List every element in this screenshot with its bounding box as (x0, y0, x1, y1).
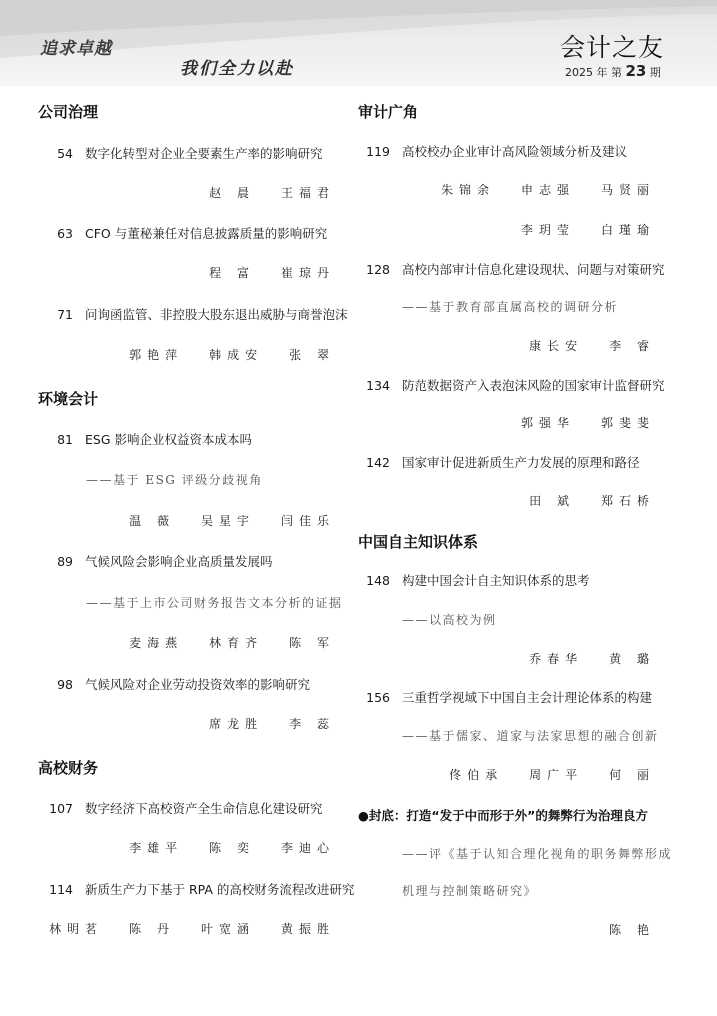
article-title: 三重哲学视域下中国自主会计理论体系的构建 (402, 690, 653, 705)
page-number: 119 (366, 144, 390, 159)
author: 朱锦余 (440, 183, 495, 197)
section-heading-chinese-knowledge-system: 中国自主知识体系 (358, 533, 479, 551)
slogan-2: 我们全力以赴 (180, 59, 294, 79)
article-title: 数字经济下高校资产全生命信息化建设研究 (85, 801, 323, 816)
article-authors (103, 346, 335, 363)
toc-entry[interactable] (38, 880, 354, 898)
author: 李玥莹 (520, 223, 575, 237)
page-number: 54 (57, 146, 73, 161)
article-authors (503, 337, 655, 354)
article-title: 气候风险对企业劳动投资效率的影响研究 (85, 677, 311, 692)
page-number: 81 (57, 432, 73, 447)
article-title: 国家审计促进新质生产力发展的原理和路径 (402, 455, 640, 470)
article-title: 问询函监管、非控股大股东退出威胁与商誉泡沫 (85, 307, 348, 322)
article-authors (103, 512, 335, 529)
page-number: 134 (366, 378, 390, 393)
toc-entry[interactable] (38, 305, 348, 323)
author: 佟伯承 (449, 768, 504, 782)
article-title: 防范数据资产入表泡沫风险的国家审计监督研究 (402, 378, 665, 393)
author: 康长安 (529, 339, 584, 353)
author: 叶宽涵 (200, 922, 255, 936)
toc-entry[interactable] (355, 376, 665, 394)
author: 郭艳萍 (129, 348, 184, 362)
article-subtitle: ——基于儒家、道家与法家思想的融合创新 (402, 729, 659, 743)
page-number: 142 (366, 455, 390, 470)
article-authors (583, 921, 655, 938)
author: 李雄平 (129, 841, 184, 855)
section-heading-corporate-governance: 公司治理 (38, 103, 99, 121)
toc-entry[interactable] (355, 142, 627, 160)
author: 张 翠 (289, 348, 335, 362)
page-number: 156 (366, 690, 390, 705)
author: 黄振胜 (280, 922, 335, 936)
author: 郑石桥 (600, 494, 655, 508)
author: 闫佳乐 (280, 514, 335, 528)
section-heading-audit: 审计广角 (358, 103, 419, 121)
article-title: 新质生产力下基于 RPA 的高校财务流程改进研究 (85, 882, 355, 897)
article-title: 数字化转型对企业全要素生产率的影响研究 (85, 146, 323, 161)
author: 白瑾瑜 (600, 223, 655, 237)
toc-entry[interactable] (38, 675, 310, 693)
article-subtitle: ——基于上市公司财务报告文本分析的证据 (86, 596, 343, 610)
author: 席龙胜 (209, 717, 264, 731)
issue-info (565, 62, 661, 80)
author: 申志强 (520, 183, 575, 197)
article-title: ESG 影响企业权益资本成本吗 (85, 432, 252, 447)
article-authors (503, 650, 655, 667)
article-authors (503, 492, 655, 509)
article-authors (183, 715, 335, 732)
magazine-title: 会计之友 (560, 33, 665, 62)
page-number: 63 (57, 226, 73, 241)
article-authors (183, 184, 335, 201)
author: 崔琼丹 (280, 266, 335, 280)
article-subtitle: ——基于 ESG 评级分歧视角 (86, 473, 263, 487)
issue-suffix: 期 (649, 66, 661, 79)
author: 陈 丹 (129, 922, 175, 936)
toc-entry[interactable] (38, 224, 327, 242)
article-authors (423, 766, 655, 783)
author: 李 睿 (609, 339, 655, 353)
author: 何 丽 (609, 768, 655, 782)
article-authors (103, 634, 335, 651)
author: 程 富 (209, 266, 255, 280)
toc-entry[interactable] (355, 571, 590, 589)
toc-entry[interactable] (355, 453, 640, 471)
toc-entry[interactable] (355, 688, 652, 706)
author: 王福君 (280, 186, 335, 200)
article-authors (103, 839, 335, 856)
back-cover-article[interactable]: ●封底：打造“发于中而形于外”的舞弊行为治理良方 (358, 808, 648, 823)
issue-number: 23 (625, 62, 647, 80)
slogan-1: 追求卓越 (40, 39, 112, 59)
back-cover-subtitle-line-1: ——评《基于认知合理化视角的职务舞弊形成 (402, 847, 673, 861)
author: 李迪心 (280, 841, 335, 855)
article-subtitle: ——以高校为例 (402, 613, 497, 627)
author: 郭强华 (520, 416, 575, 430)
author: 黄 璐 (609, 652, 655, 666)
page-number: 148 (366, 573, 390, 588)
toc-entry[interactable] (355, 260, 665, 278)
page-number: 98 (57, 677, 73, 692)
author: 周广平 (529, 768, 584, 782)
author: 陈 奕 (209, 841, 255, 855)
article-authors (495, 221, 655, 238)
author: 李 蕊 (289, 717, 335, 731)
author: 温 薇 (129, 514, 175, 528)
article-title: 构建中国会计自主知识体系的思考 (402, 573, 590, 588)
author: 赵 晨 (209, 186, 255, 200)
author: 陈 军 (289, 636, 335, 650)
article-title: 高校内部审计信息化建设现状、问题与对策研究 (402, 262, 665, 277)
back-cover-subtitle-line-2: 机理与控制策略研究》 (402, 884, 538, 898)
article-title: 高校校办企业审计高风险领域分析及建议 (402, 144, 628, 159)
article-authors (415, 181, 655, 198)
author: 陈 艳 (609, 923, 655, 937)
section-heading-university-finance: 高校财务 (38, 759, 99, 777)
page-number: 114 (49, 882, 73, 897)
article-title: 气候风险会影响企业高质量发展吗 (85, 554, 273, 569)
author: 郭斐斐 (600, 416, 655, 430)
page-number: 71 (57, 307, 73, 322)
page-number: 107 (49, 801, 73, 816)
author: 韩成安 (209, 348, 264, 362)
article-subtitle: ——基于教育部直属高校的调研分析 (402, 300, 619, 314)
author: 林育齐 (209, 636, 264, 650)
article-authors (183, 264, 335, 281)
issue-prefix: 2025 年 第 (565, 66, 622, 79)
article-authors (23, 920, 335, 937)
toc-entry[interactable] (38, 144, 323, 162)
author: 吴星宇 (200, 514, 255, 528)
toc-entry[interactable] (38, 799, 323, 817)
author: 马贤丽 (600, 183, 655, 197)
page-number: 89 (57, 554, 73, 569)
author: 田 斌 (529, 494, 575, 508)
section-heading-environmental-accounting: 环境会计 (38, 390, 99, 408)
article-authors (495, 414, 655, 431)
toc-entry[interactable] (38, 430, 252, 448)
page-number: 128 (366, 262, 390, 277)
article-title: CFO 与董秘兼任对信息披露质量的影响研究 (85, 226, 328, 241)
toc-entry[interactable] (38, 552, 273, 570)
author: 林明茗 (49, 922, 104, 936)
author: 麦海燕 (129, 636, 184, 650)
author: 乔春华 (529, 652, 584, 666)
page-header (0, 0, 717, 86)
